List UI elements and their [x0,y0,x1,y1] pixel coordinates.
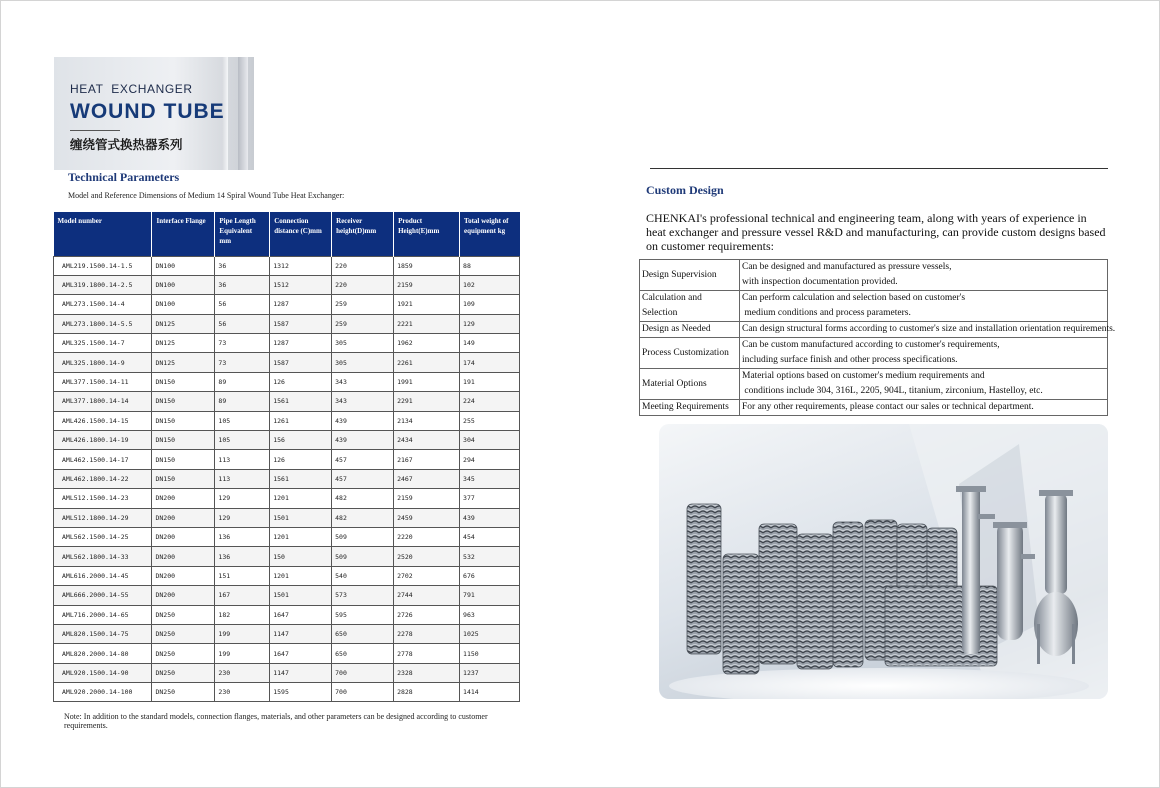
table-cell: 305 [332,334,394,353]
table-cell: 126 [270,372,332,391]
table-cell: 1587 [270,353,332,372]
custom-design-line: Can perform calculation and selection based on customer's [742,293,966,303]
table-cell: 109 [460,295,520,314]
table-row [54,508,520,527]
table-row [54,489,520,508]
table-row [54,392,520,411]
table-cell: 220 [332,275,394,294]
table-cell: 136 [215,527,270,546]
table-row [54,372,520,391]
table-cell: 220 [332,256,394,275]
table-cell: AML820.2000.14-80 [54,644,152,663]
table-cell: 345 [460,469,520,488]
column-header: Connection distance (C)mm [270,212,332,256]
table-cell: 2220 [394,527,460,546]
table-row [54,256,520,275]
table-cell: AML562.1800.14-33 [54,547,152,566]
table-row [54,275,520,294]
table-cell: 129 [215,508,270,527]
table-cell: 259 [332,295,394,314]
table-cell: 1587 [270,314,332,333]
spec-table-body [54,256,520,702]
custom-design-line: conditions include 304, 316L, 2205, 904L, titanium, zirconium, Hastelloy, etc. [742,386,1043,396]
table-cell: 1512 [270,275,332,294]
table-cell: 595 [332,605,394,624]
custom-design-label: Calculation and Selection [640,291,740,322]
table-cell: DN250 [152,663,215,682]
column-header: Model number [54,212,152,256]
table-cell: 1201 [270,489,332,508]
custom-design-line: with inspection documentation provided. [742,277,898,287]
table-cell: DN200 [152,508,215,527]
table-cell: AML219.1500.14-1.5 [54,256,152,275]
table-cell: 73 [215,334,270,353]
table-row [54,624,520,643]
table-cell: DN100 [152,256,215,275]
custom-design-value [740,338,1108,369]
table-cell: 2467 [394,469,460,488]
header-divider [70,130,120,131]
table-cell: AML716.2000.14-65 [54,605,152,624]
table-cell: 1312 [270,256,332,275]
table-cell: 129 [215,489,270,508]
table-cell: 2520 [394,547,460,566]
table-cell: 199 [215,624,270,643]
custom-design-line: Can design structural forms according to customer's size and installation orientation requirements. [742,324,1116,334]
custom-design-row [640,291,1108,322]
table-row [54,547,520,566]
table-cell: 540 [332,566,394,585]
table-cell: 482 [332,489,394,508]
table-cell: 1150 [460,644,520,663]
table-cell: 129 [460,314,520,333]
table-cell: 36 [215,275,270,294]
table-row [54,334,520,353]
custom-design-title: Custom Design [646,183,724,197]
table-cell: 56 [215,314,270,333]
table-cell: AML512.1500.14-23 [54,489,152,508]
table-cell: 2134 [394,411,460,430]
custom-design-value [740,322,1116,338]
header-banner [54,57,254,170]
table-cell: 113 [215,469,270,488]
header-chinese-title: 缠绕管式换热器系列 [70,137,183,152]
table-cell: 650 [332,624,394,643]
custom-design-value [740,400,1108,416]
table-cell: 1147 [270,663,332,682]
table-cell: AML377.1800.14-14 [54,392,152,411]
table-cell: DN250 [152,605,215,624]
table-cell: 150 [270,547,332,566]
table-cell: 199 [215,644,270,663]
custom-design-label: Design as Needed [640,322,740,338]
table-cell: DN200 [152,547,215,566]
table-row [54,527,520,546]
table-cell: 89 [215,372,270,391]
table-cell: AML426.1500.14-15 [54,411,152,430]
custom-design-row [640,322,1108,338]
table-cell: AML273.1500.14-4 [54,295,152,314]
table-cell: 191 [460,372,520,391]
table-cell: 182 [215,605,270,624]
table-cell: DN125 [152,353,215,372]
table-cell: AML426.1800.14-19 [54,431,152,450]
table-cell: 1287 [270,295,332,314]
table-row [54,663,520,682]
table-cell: 1921 [394,295,460,314]
table-cell: 1201 [270,527,332,546]
custom-design-line: Can be designed and manufactured as pressure vessels, [742,262,952,272]
table-cell: AML562.1500.14-25 [54,527,152,546]
table-cell: DN150 [152,392,215,411]
table-cell: 2702 [394,566,460,585]
table-cell: 963 [460,605,520,624]
table-cell: 73 [215,353,270,372]
table-cell: DN150 [152,372,215,391]
table-cell: 454 [460,527,520,546]
custom-design-paragraph: CHENKAI's professional technical and engineering team, along with years of experience in heat exchanger and pressure vessel R&D and manufacturing, can provide custom designs based on customer requirements: [646,211,1106,253]
custom-design-label: Design Supervision [640,260,740,291]
table-cell: AML616.2000.14-45 [54,566,152,585]
table-cell: AML325.1800.14-9 [54,353,152,372]
table-cell: 305 [332,353,394,372]
table-cell: 1561 [270,469,332,488]
coil-bundles [687,504,997,674]
table-cell: DN250 [152,683,215,702]
column-header: Pipe Length Equivalent mm [215,212,270,256]
table-cell: 509 [332,547,394,566]
custom-design-value [740,291,1108,322]
table-cell: 56 [215,295,270,314]
custom-design-table [639,259,1116,416]
custom-design-line: Can be custom manufactured according to customer's requirements, [742,340,1000,350]
table-cell: 457 [332,450,394,469]
table-cell: DN200 [152,527,215,546]
column-header: Receiver height(D)mm [332,212,394,256]
table-cell: 167 [215,586,270,605]
custom-design-label: Material Options [640,369,740,400]
table-cell: 1859 [394,256,460,275]
header-title: WOUND TUBE [70,100,225,123]
table-cell: 377 [460,489,520,508]
table-cell: 2434 [394,431,460,450]
custom-design-row [640,369,1108,400]
table-row [54,353,520,372]
table-cell: 700 [332,663,394,682]
table-row [54,683,520,702]
table-cell: 1501 [270,508,332,527]
table-cell: 2328 [394,663,460,682]
table-cell: AML920.1500.14-90 [54,663,152,682]
table-cell: 650 [332,644,394,663]
table-cell: 230 [215,683,270,702]
table-cell: 791 [460,586,520,605]
table-cell: 1025 [460,624,520,643]
table-cell: 343 [332,392,394,411]
top-divider [650,168,1108,169]
header-subtitle: HEAT EXCHANGER [70,82,193,96]
product-photo [659,424,1108,699]
table-cell: 676 [460,566,520,585]
table-cell: DN200 [152,489,215,508]
table-cell: 1991 [394,372,460,391]
table-cell: DN100 [152,275,215,294]
table-cell: 2459 [394,508,460,527]
table-cell: 1647 [270,644,332,663]
spec-table [53,212,520,702]
table-cell: 105 [215,431,270,450]
table-cell: 88 [460,256,520,275]
table-cell: 573 [332,586,394,605]
table-cell: 105 [215,411,270,430]
table-cell: 294 [460,450,520,469]
table-cell: 259 [332,314,394,333]
table-cell: DN150 [152,450,215,469]
table-cell: AML462.1500.14-17 [54,450,152,469]
table-cell: 2726 [394,605,460,624]
table-cell: 1962 [394,334,460,353]
custom-design-line: Material options based on customer's medium requirements and [742,371,985,381]
table-cell: AML820.1500.14-75 [54,624,152,643]
table-cell: 230 [215,663,270,682]
table-cell: 482 [332,508,394,527]
table-cell: 2159 [394,489,460,508]
technical-parameters-title: Technical Parameters [68,170,180,184]
table-cell: 1201 [270,566,332,585]
custom-design-line: For any other requirements, please contact our sales or technical department. [742,402,1034,412]
table-cell: 1595 [270,683,332,702]
table-cell: 102 [460,275,520,294]
table-cell: 2828 [394,683,460,702]
table-row [54,411,520,430]
table-row [54,605,520,624]
table-cell: 1261 [270,411,332,430]
table-cell: 2261 [394,353,460,372]
table-cell: 126 [270,450,332,469]
column-header: Product Height(E)mm [394,212,460,256]
table-cell: 2278 [394,624,460,643]
table-cell: 304 [460,431,520,450]
table-cell: AML666.2000.14-55 [54,586,152,605]
table-cell: 36 [215,256,270,275]
spec-table-header [54,212,520,256]
table-row [54,450,520,469]
table-cell: 149 [460,334,520,353]
heat-exchanger-illustration [659,424,1108,699]
table-cell: DN100 [152,295,215,314]
technical-parameters-subtitle: Model and Reference Dimensions of Medium 14 Spiral Wound Tube Heat Exchanger: [68,191,345,200]
custom-design-row [640,338,1108,369]
custom-design-label: Meeting Requirements [640,400,740,416]
table-cell: 700 [332,683,394,702]
table-cell: 2159 [394,275,460,294]
table-cell: 89 [215,392,270,411]
table-cell: 439 [332,411,394,430]
table-cell: 457 [332,469,394,488]
column-header: Interface Flange [152,212,215,256]
table-cell: AML920.2000.14-100 [54,683,152,702]
table-cell: 113 [215,450,270,469]
table-cell: AML273.1800.14-5.5 [54,314,152,333]
custom-design-row [640,260,1108,291]
table-row [54,644,520,663]
table-cell: 2167 [394,450,460,469]
table-row [54,314,520,333]
table-cell: 1501 [270,586,332,605]
custom-design-line: medium conditions and process parameters. [742,308,911,318]
table-cell: 343 [332,372,394,391]
table-cell: DN125 [152,314,215,333]
table-cell: 1647 [270,605,332,624]
table-cell: DN200 [152,586,215,605]
table-cell: DN250 [152,644,215,663]
table-cell: 1147 [270,624,332,643]
table-cell: 1561 [270,392,332,411]
table-row [54,431,520,450]
table-cell: 439 [332,431,394,450]
table-cell: 136 [215,547,270,566]
custom-design-row [640,400,1108,416]
table-row [54,469,520,488]
table-cell: 2291 [394,392,460,411]
table-cell: 1237 [460,663,520,682]
table-cell: AML512.1800.14-29 [54,508,152,527]
custom-design-label: Process Customization [640,338,740,369]
banner-stripe [238,57,248,170]
table-cell: 2744 [394,586,460,605]
table-cell: AML377.1500.14-11 [54,372,152,391]
table-row [54,566,520,585]
table-cell: 2221 [394,314,460,333]
table-cell: 439 [460,508,520,527]
table-cell: DN150 [152,411,215,430]
table-cell: 1414 [460,683,520,702]
table-cell: 151 [215,566,270,585]
table-cell: 1287 [270,334,332,353]
custom-design-table-body [640,260,1116,416]
custom-design-line: including surface finish and other process specifications. [742,355,958,365]
table-row [54,295,520,314]
table-cell: 2778 [394,644,460,663]
table-cell: AML462.1800.14-22 [54,469,152,488]
table-cell: 509 [332,527,394,546]
table-note: Note: In addition to the standard models, connection flanges, materials, and other parameters can be designed according to customer requirements. [64,712,488,730]
table-cell: 532 [460,547,520,566]
table-cell: 156 [270,431,332,450]
custom-design-value [740,369,1108,400]
table-row [54,586,520,605]
table-cell: AML325.1500.14-7 [54,334,152,353]
table-cell: DN250 [152,624,215,643]
table-cell: 174 [460,353,520,372]
custom-design-value [740,260,1108,291]
column-header: Total weight of equipment kg [460,212,520,256]
table-cell: DN125 [152,334,215,353]
table-cell: DN200 [152,566,215,585]
table-cell: 255 [460,411,520,430]
table-cell: DN150 [152,469,215,488]
table-cell: 224 [460,392,520,411]
table-cell: DN150 [152,431,215,450]
table-cell: AML319.1800.14-2.5 [54,275,152,294]
